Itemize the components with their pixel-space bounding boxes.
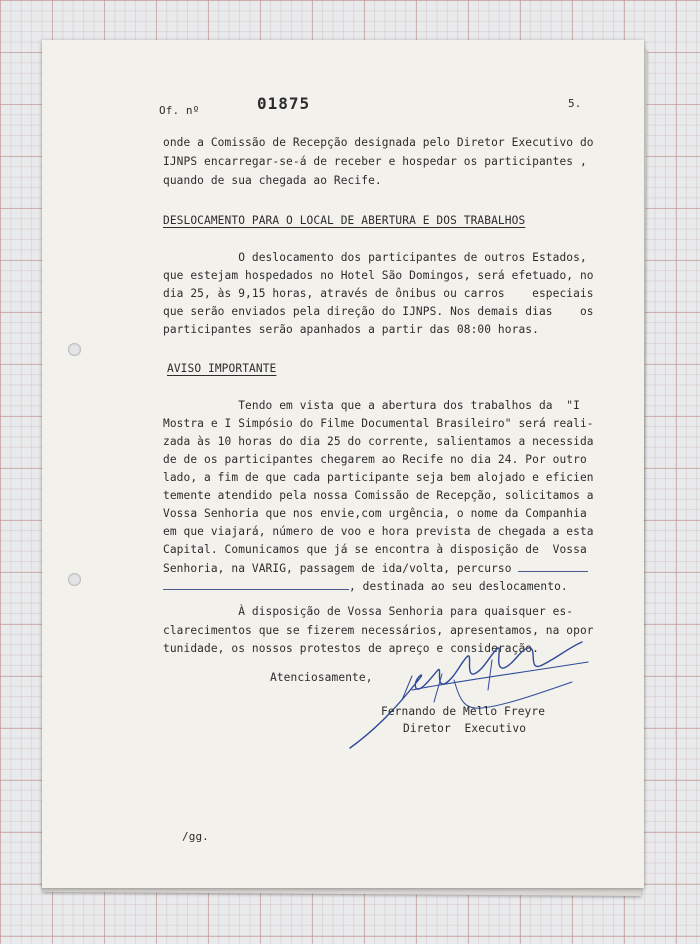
- route-blank: [163, 577, 349, 590]
- text-line: O deslocamento dos participantes de outros Estados,: [163, 251, 587, 264]
- signatory-name: Fernando de Mello Freyre: [381, 705, 546, 718]
- text-line: que estejam hospedados no Hotel São Domingos, será efetuado, no: [163, 269, 594, 282]
- text-fragment: Senhoria, na VARIG, passagem de ida/volta, percurso: [163, 562, 512, 575]
- punch-hole: [68, 343, 81, 356]
- page-number: 5.: [568, 97, 582, 110]
- section-heading: AVISO IMPORTANTE: [167, 362, 277, 375]
- text-line: [163, 559, 588, 578]
- text-line: IJNPS encarregar-se-á de receber e hospedar os participantes ,: [163, 155, 587, 168]
- text-line: temente atendido pela nossa Comissão de Recepção, solicitamos a: [163, 489, 594, 502]
- text-line: em que viajará, número de voo e hora prevista de chegada a esta: [163, 525, 594, 538]
- text-line: clarecimentos que se fizerem necessários, apresentamos, na opor: [163, 624, 594, 637]
- reference-initials: /gg.: [182, 830, 209, 843]
- text-line: À disposição de Vossa Senhoria para quaisquer es-: [163, 605, 574, 618]
- text-line: Mostra e I Simpósio do Filme Documental Brasileiro" será reali-: [163, 417, 594, 430]
- oficio-label: Of. nº: [159, 104, 200, 117]
- oficio-number: 01875: [257, 94, 311, 113]
- route-blank: [518, 559, 588, 572]
- text-line: Capital. Comunicamos que já se encontra à disposição de Vossa: [163, 543, 587, 556]
- salutation: Atenciosamente,: [270, 671, 373, 684]
- section-heading: DESLOCAMENTO PARA O LOCAL DE ABERTURA E DOS TRABALHOS: [163, 214, 526, 227]
- text-line: onde a Comissão de Recepção designada pelo Diretor Executivo do: [163, 136, 594, 149]
- text-line: participantes serão apanhados a partir das 08:00 horas.: [163, 323, 539, 336]
- text-line: Vossa Senhoria que nos envie,com urgência, o nome da Companhia: [163, 507, 587, 520]
- text-line: lado, a fim de que cada participante seja bem alojado e eficien: [163, 471, 594, 484]
- text-line: Tendo em vista que a abertura dos trabalhos da "I: [163, 399, 580, 412]
- punch-hole: [68, 573, 81, 586]
- text-line: de de os participantes chegarem ao Recife no dia 24. Por outro: [163, 453, 587, 466]
- handwritten-signature: [342, 630, 602, 760]
- text-line: zada às 10 horas do dia 25 do corrente, salientamos a necessida: [163, 435, 594, 448]
- text-fragment: , destinada ao seu deslocamento.: [349, 580, 568, 593]
- text-line: quando de sua chegada ao Recife.: [163, 174, 382, 187]
- text-line: tunidade, os nossos protestos de apreço e consideração.: [163, 642, 539, 655]
- signatory-title: Diretor Executivo: [403, 722, 527, 735]
- text-line: que serão enviados pela direção do IJNPS. Nos demais dias os: [163, 305, 594, 318]
- document-page: [42, 40, 644, 888]
- text-line: [163, 577, 568, 596]
- text-line: dia 25, às 9,15 horas, através de ônibus ou carros especiais: [163, 287, 594, 300]
